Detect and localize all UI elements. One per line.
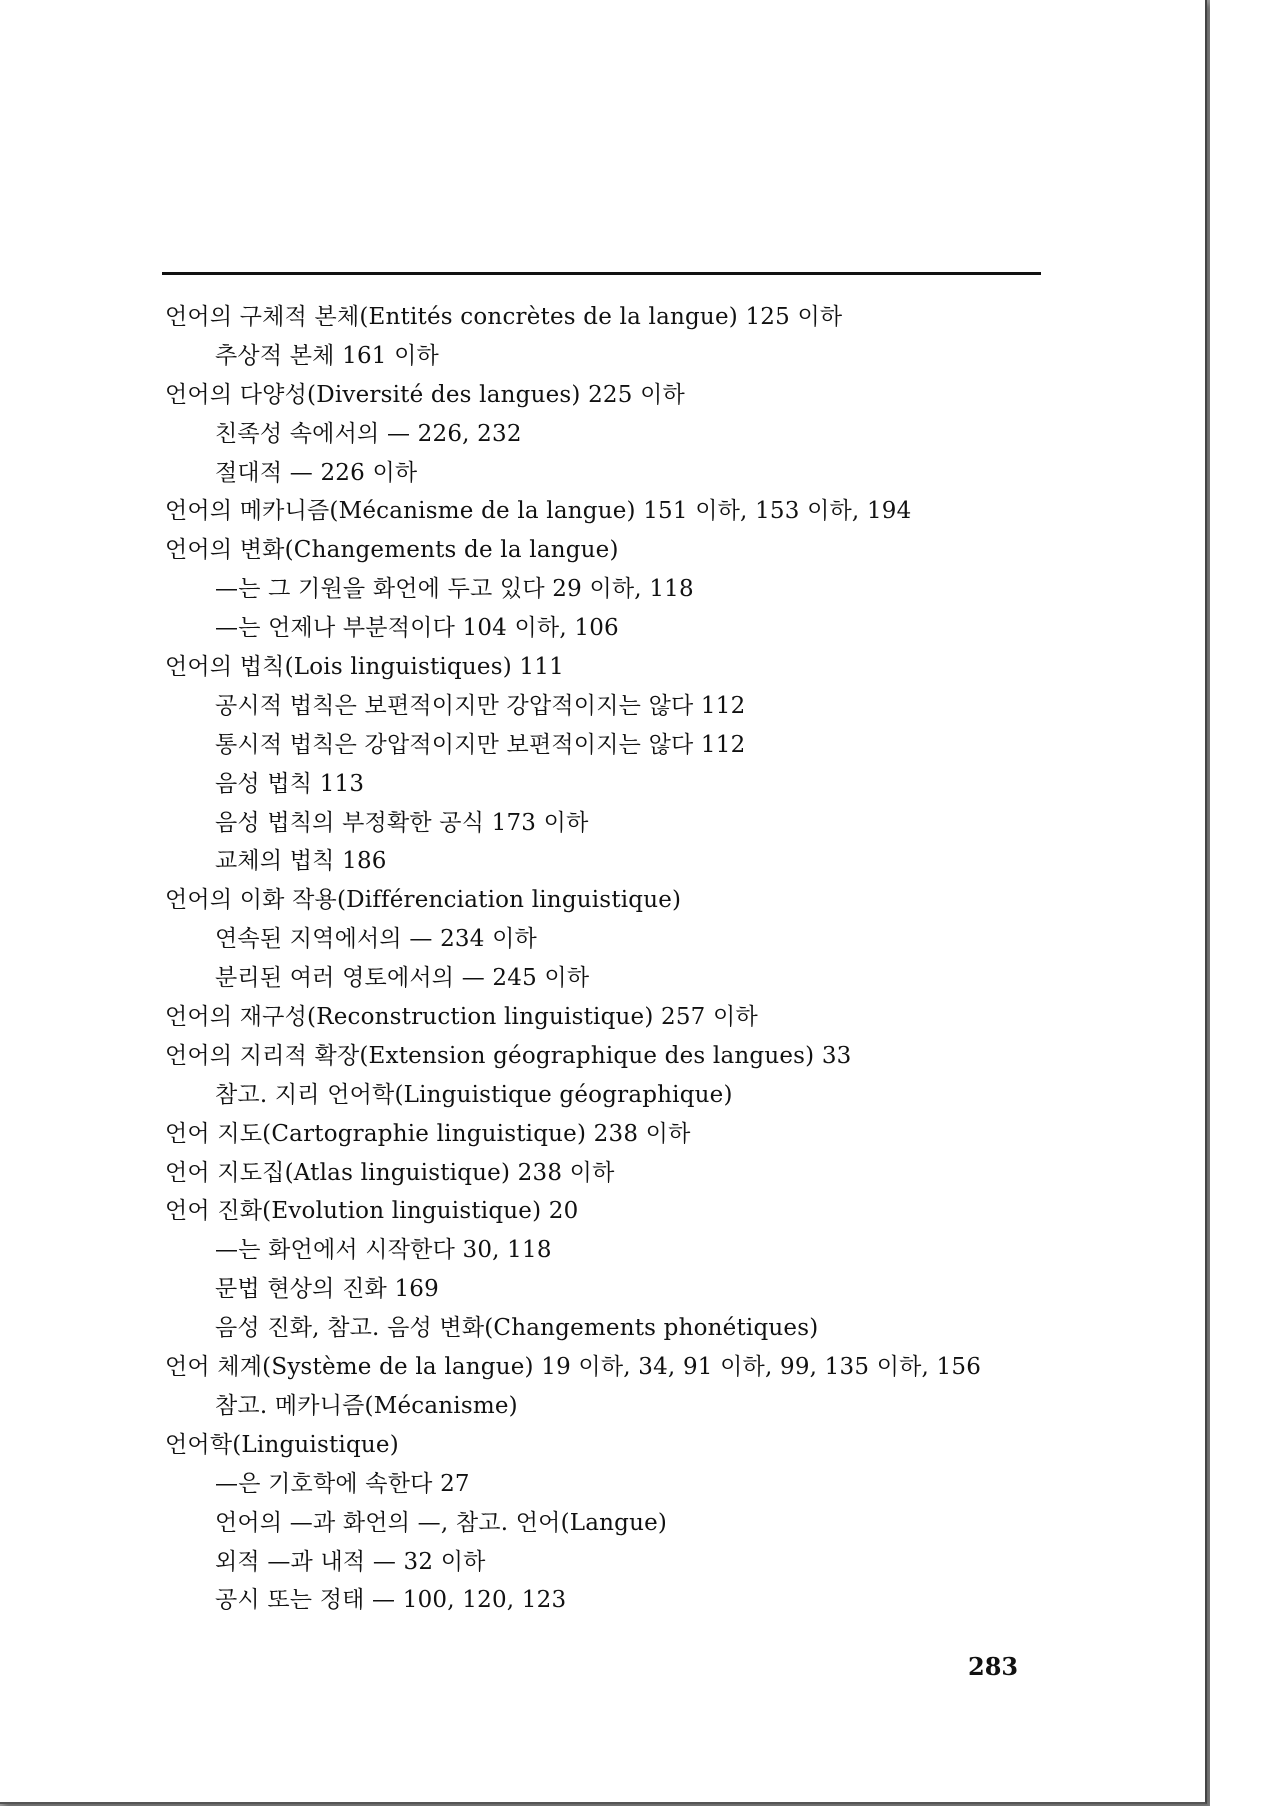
index-entry: 언어의 법칙(Lois linguistiques) 111 xyxy=(165,654,564,681)
index-subentry: 통시적 법칙은 강압적이지만 보편적이지는 않다 112 xyxy=(215,731,746,758)
index-entry: 언어 지도집(Atlas linguistique) 238 이하 xyxy=(165,1159,615,1186)
index-subentry: 음성 법칙의 부정확한 공식 173 이하 xyxy=(215,809,589,836)
header-rule xyxy=(162,272,1041,275)
index-entry: 언어의 다양성(Diversité des langues) 225 이하 xyxy=(165,381,685,408)
index-subentry: 외적 —과 내적 — 32 이하 xyxy=(215,1548,486,1575)
page-number: 283 xyxy=(968,1652,1019,1681)
index-entry: 언어 진화(Evolution linguistique) 20 xyxy=(165,1198,579,1225)
index-entry: 언어 체계(Système de la langue) 19 이하, 34, 91 이하, 99, 135 이하, 156 xyxy=(165,1354,982,1381)
index-subentry: 교체의 법칙 186 xyxy=(215,848,387,875)
index-subentry: 공시 또는 정태 — 100, 120, 123 xyxy=(215,1587,567,1614)
index-subentry: 추상적 본체 161 이하 xyxy=(215,342,439,369)
index-subentry: 연속된 지역에서의 — 234 이하 xyxy=(215,926,537,953)
index-subentry: 절대적 — 226 이하 xyxy=(215,459,418,486)
index-subentry: 문법 현상의 진화 169 xyxy=(215,1276,439,1303)
viewer-margin xyxy=(1210,0,1275,1806)
index-subentry: 공시적 법칙은 보편적이지만 강압적이지는 않다 112 xyxy=(215,692,746,719)
index-subentry: 분리된 여러 영토에서의 — 245 이하 xyxy=(215,965,590,992)
index-entry: 언어의 메카니즘(Mécanisme de la langue) 151 이하, 153 이하, 194 xyxy=(165,498,912,525)
index-subentry: —는 그 기원을 화언에 두고 있다 29 이하, 118 xyxy=(215,576,694,603)
index-entry: 언어의 이화 작용(Différenciation linguistique) xyxy=(165,887,682,914)
index-entry: 언어의 재구성(Reconstruction linguistique) 257 이하 xyxy=(165,1004,758,1031)
index-entry-list xyxy=(165,298,1065,1620)
index-entry: 언어의 변화(Changements de la langue) xyxy=(165,537,619,564)
index-subentry: —는 화언에서 시작한다 30, 118 xyxy=(215,1237,552,1264)
index-subentry: 음성 진화, 참고. 음성 변화(Changements phonétiques) xyxy=(215,1315,819,1342)
index-subentry: 친족성 속에서의 — 226, 232 xyxy=(215,420,522,447)
index-subentry: 언어의 —과 화언의 —, 참고. 언어(Langue) xyxy=(215,1509,668,1536)
index-subentry: 음성 법칙 113 xyxy=(215,770,365,797)
index-subentry: —는 언제나 부분적이다 104 이하, 106 xyxy=(215,615,619,642)
index-subentry: —은 기호학에 속한다 27 xyxy=(215,1470,470,1497)
index-entry: 언어학(Linguistique) xyxy=(165,1431,399,1458)
index-entry: 언어의 구체적 본체(Entités concrètes de la langue) 125 이하 xyxy=(165,304,843,330)
index-entry: 언어 지도(Cartographie linguistique) 238 이하 xyxy=(165,1120,691,1147)
index-entry: 언어의 지리적 확장(Extension géographique des langues) 33 xyxy=(165,1042,852,1069)
index-subentry: 참고. 지리 언어학(Linguistique géographique) xyxy=(215,1081,733,1108)
index-subentry: 참고. 메카니즘(Mécanisme) xyxy=(215,1392,518,1419)
